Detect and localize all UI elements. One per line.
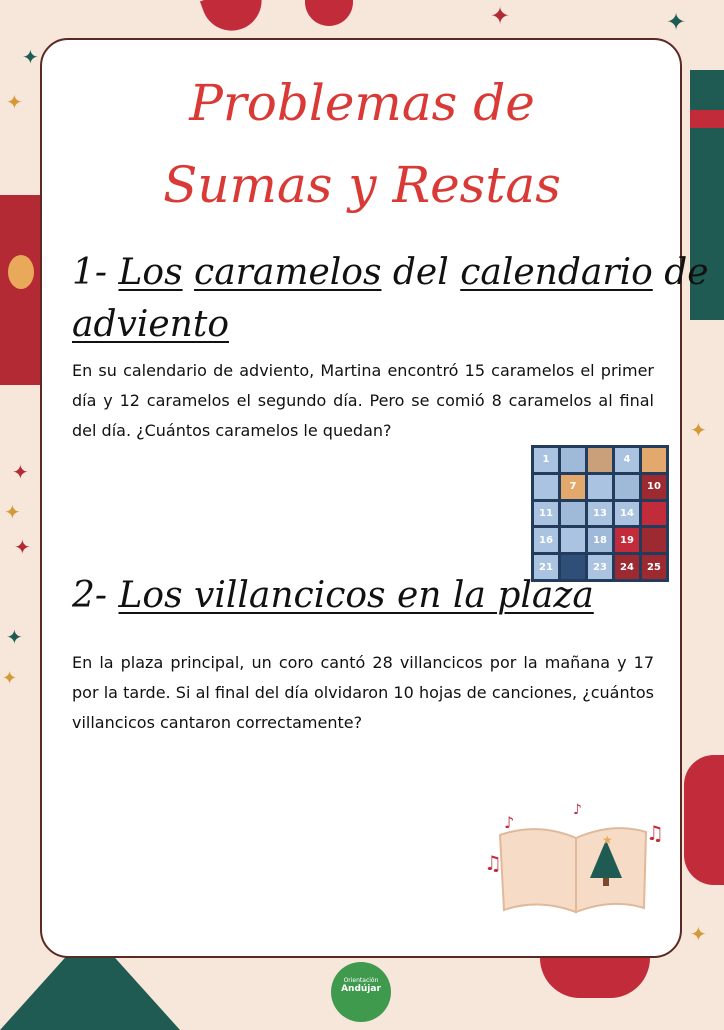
calendar-cell: 16 — [534, 528, 558, 552]
gift-box-left — [0, 195, 40, 385]
music-note-icon: ♫ — [484, 851, 502, 875]
songbook-illustration — [478, 800, 670, 925]
heading-word: del — [392, 252, 449, 293]
star-icon: ✦ — [2, 668, 18, 688]
star-icon: ✦ — [22, 47, 39, 69]
gift-dot-left — [8, 255, 34, 289]
calendar-cell: 21 — [534, 555, 558, 579]
book-left-page — [500, 829, 576, 912]
calendar-cell — [561, 502, 585, 526]
calendar-cell — [588, 448, 612, 472]
calendar-cell — [642, 502, 666, 526]
music-note-icon: ♪ — [504, 813, 515, 832]
star-icon: ✦ — [666, 9, 687, 36]
svg-text:★: ★ — [602, 833, 613, 847]
problem-1-heading-line-2: adviento — [72, 304, 229, 345]
calendar-cell: 18 — [588, 528, 612, 552]
heading-word: calendario — [460, 252, 653, 293]
calendar-cell — [561, 528, 585, 552]
title-line-2: Sumas y Restas — [163, 156, 561, 214]
calendar-cell: 10 — [642, 475, 666, 499]
calendar-cell — [642, 448, 666, 472]
calendar-cell — [588, 475, 612, 499]
star-icon: ✦ — [690, 924, 707, 946]
problem-2-number: 2- — [72, 575, 119, 616]
problem-1-number: 1- — [72, 252, 119, 293]
calendar-cell: 1 — [534, 448, 558, 472]
heading-word: caramelos — [194, 252, 382, 293]
problem-2-heading-text: Los villancicos en la plaza — [118, 575, 594, 616]
candy-cane-top-2 — [305, 0, 353, 26]
problem-2-text: En la plaza principal, un coro cantó 28 villancicos por la mañana y 17 por la tarde. Si al final del día olvidaron 10 hojas de canciones, ¿cuántos villancicos cantaron correctamente? — [72, 653, 654, 732]
heading-word: Los — [118, 252, 183, 293]
calendar-cell: 24 — [615, 555, 639, 579]
star-icon: ✦ — [6, 627, 23, 649]
calendar-cell: 7 — [561, 475, 585, 499]
heading-word: de — [664, 252, 709, 293]
logo-line-2: Andújar — [341, 984, 381, 994]
calendar-cell: 23 — [588, 555, 612, 579]
calendar-cell — [561, 448, 585, 472]
calendar-cell: 13 — [588, 502, 612, 526]
star-icon: ✦ — [12, 462, 29, 484]
calendar-cell: 11 — [534, 502, 558, 526]
sock-bottom-right — [540, 958, 650, 998]
star-icon: ✦ — [490, 3, 511, 30]
calendar-cell — [615, 475, 639, 499]
advent-calendar-illustration — [531, 445, 669, 582]
problem-1-heading — [72, 252, 709, 293]
logo-line-1: Orientación — [343, 977, 379, 984]
candy-cane-right — [684, 755, 724, 885]
title-line-1: Problemas de — [189, 74, 535, 132]
calendar-cell: 4 — [615, 448, 639, 472]
calendar-cell: 14 — [615, 502, 639, 526]
problem-1-text: En su calendario de adviento, Martina encontró 15 caramelos el primer día y 12 caramelos el segundo día. Pero se comió 8 caramelos al final del día. ¿Cuántos caramelos le quedan? — [72, 361, 654, 440]
music-note-icon: ♫ — [646, 821, 664, 845]
star-icon: ✦ — [6, 92, 23, 114]
star-icon: ✦ — [14, 537, 31, 559]
calendar-cell: 25 — [642, 555, 666, 579]
calendar-cell — [534, 475, 558, 499]
star-icon: ✦ — [4, 502, 21, 524]
orientacion-andujar-logo — [331, 962, 391, 1022]
candy-cane-top — [200, 0, 270, 39]
calendar-cell: 19 — [615, 528, 639, 552]
calendar-cell — [642, 528, 666, 552]
music-note-icon: ♪ — [573, 802, 582, 818]
problem-2-heading — [72, 575, 594, 616]
star-icon: ✦ — [690, 420, 707, 442]
